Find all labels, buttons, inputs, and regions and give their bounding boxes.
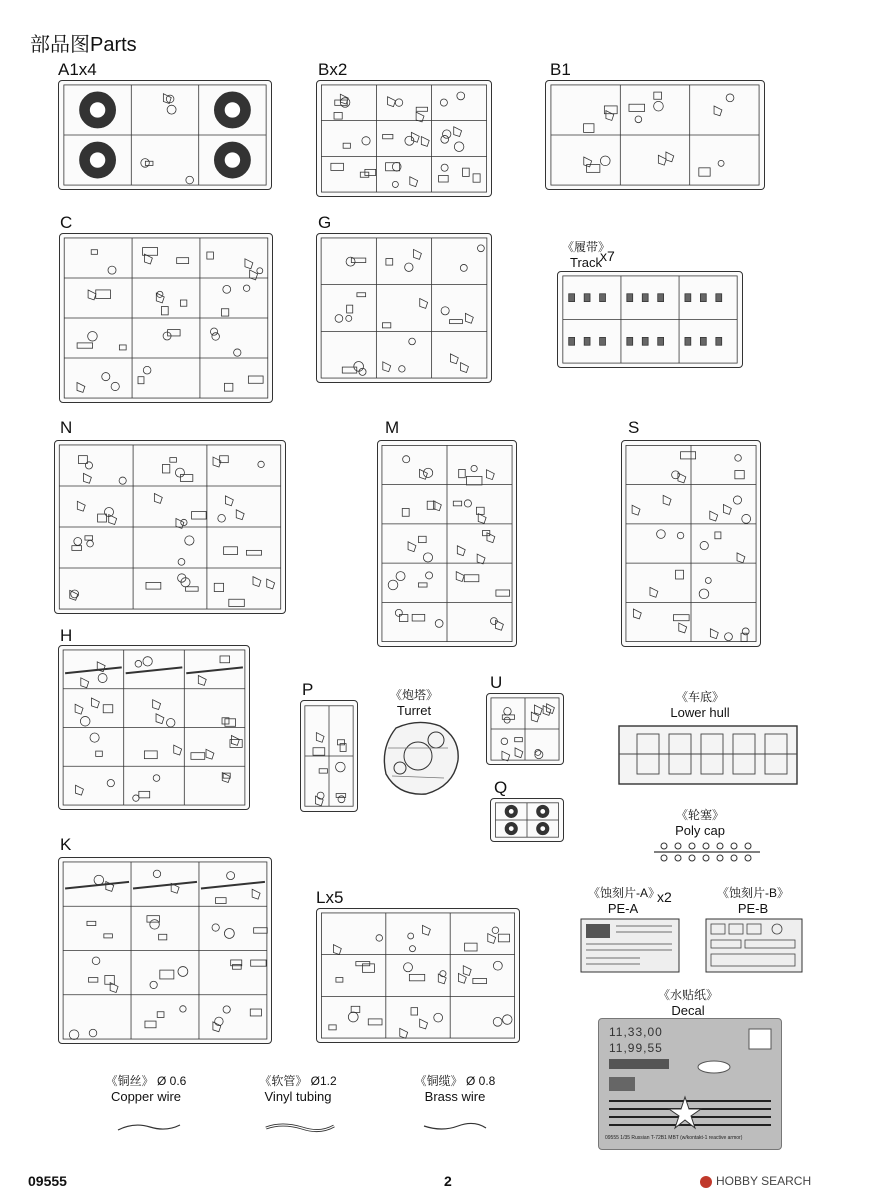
sprue-p-drawing	[301, 701, 357, 811]
sprue-g-frame	[316, 233, 492, 383]
sprue-h-drawing	[59, 646, 249, 809]
pe-a-caption	[588, 886, 661, 916]
track-qty: x7	[600, 248, 615, 264]
brass-wire-en: Brass wire	[424, 1089, 486, 1104]
turret-caption	[374, 688, 454, 718]
sprue-label-s: S	[628, 418, 640, 437]
sprue-u-frame	[486, 693, 564, 765]
lower-hull-drawing	[617, 720, 800, 790]
vinyl-tubing-drawing	[262, 1120, 338, 1136]
vinyl-tubing-cn: 《软管》	[259, 1074, 308, 1088]
turret-drawing	[378, 718, 464, 798]
pe-a-drawing	[580, 918, 680, 973]
decal-caption	[648, 988, 728, 1018]
lower-hull-caption	[650, 690, 750, 720]
poly-cap-caption	[650, 808, 750, 838]
sprue-q-drawing	[491, 799, 563, 841]
pe-a-en: PE-A	[607, 901, 639, 916]
page-title-en: Parts	[90, 34, 137, 56]
decal-graphics	[599, 1019, 781, 1149]
sprue-g-drawing	[317, 234, 491, 382]
brass-wire-cn: 《铜缆》	[414, 1074, 463, 1088]
lower-hull-en: Lower hull	[670, 705, 730, 720]
sprue-b-drawing	[317, 81, 491, 196]
watermark-text: HOBBY SEARCH	[716, 1174, 812, 1188]
sprue-a1-drawing	[59, 81, 271, 189]
sprue-u-drawing	[487, 694, 563, 764]
sprue-s-drawing	[622, 441, 760, 646]
track-en: Track	[569, 255, 603, 270]
track-cn: 《履带》	[561, 240, 610, 254]
pe-a-qty: x2	[657, 889, 672, 905]
pe-b-en: PE-B	[737, 901, 769, 916]
sprue-b-frame	[316, 80, 492, 197]
pe-b-cn: 《蚀刻片-B》	[716, 886, 789, 900]
sprue-label-l: Lx5	[316, 888, 344, 907]
sprue-k-frame	[58, 857, 272, 1044]
sprue-l-frame	[316, 908, 520, 1043]
sprue-n-frame	[54, 440, 286, 614]
sprue-q-frame	[490, 798, 564, 842]
page-number: 2	[444, 1173, 452, 1189]
sprue-b1-frame	[545, 80, 765, 190]
decal-cn: 《水贴纸》	[657, 988, 718, 1002]
decal-row1: 11,33,00	[609, 1025, 663, 1039]
sprue-label-c: C	[60, 213, 73, 232]
sprue-m-drawing	[378, 441, 516, 646]
poly-cap-drawing	[652, 838, 762, 866]
decal-row2: 11,99,55	[609, 1041, 663, 1055]
vinyl-tubing-caption	[248, 1074, 348, 1104]
sprue-c-drawing	[60, 234, 272, 402]
pe-a-cn: 《蚀刻片-A》	[588, 886, 661, 900]
sprue-label-n: N	[60, 418, 73, 437]
poly-cap-en: Poly cap	[675, 823, 725, 838]
page-title	[30, 28, 137, 57]
sprue-p-frame	[300, 700, 358, 812]
sprue-label-g: G	[318, 213, 332, 232]
page-title-cn: 部品图	[30, 32, 90, 56]
vinyl-tubing-en: Vinyl tubing	[264, 1089, 332, 1104]
turret-cn: 《炮塔》	[389, 688, 438, 702]
pe-b-caption	[708, 886, 798, 916]
sprue-n-drawing	[55, 441, 285, 613]
sprue-label-b1: B1	[550, 60, 571, 79]
vinyl-tubing-size: Ø1.2	[310, 1074, 337, 1088]
copper-wire-caption	[96, 1074, 196, 1104]
sprue-track-drawing	[558, 272, 742, 367]
poly-cap-cn: 《轮塞》	[675, 808, 724, 822]
turret-en: Turret	[396, 703, 432, 718]
sprue-label-b: Bx2	[318, 60, 348, 79]
sprue-b1-drawing	[546, 81, 764, 189]
brass-wire-caption	[405, 1074, 505, 1104]
sprue-a1-frame	[58, 80, 272, 190]
sprue-label-m: M	[385, 418, 400, 437]
sprue-label-q: Q	[494, 778, 508, 797]
sprue-h-frame	[58, 645, 250, 810]
sprue-label-u: U	[490, 673, 503, 692]
sprue-l-drawing	[317, 909, 519, 1042]
sprue-label-p: P	[302, 680, 314, 699]
brass-wire-size: Ø 0.8	[466, 1074, 496, 1088]
brass-wire-drawing	[420, 1120, 490, 1134]
sprue-track-frame	[557, 271, 743, 368]
sprue-s-frame	[621, 440, 761, 647]
watermark	[700, 1174, 811, 1188]
decal-footer: 09555 1/35 Russian T-72B1 MBT (w/kontakt-1 reactive armor)	[605, 1135, 743, 1141]
watermark-logo-icon	[700, 1176, 712, 1188]
lower-hull-cn: 《车底》	[675, 690, 724, 704]
sprue-label-h: H	[60, 626, 73, 645]
sprue-c-frame	[59, 233, 273, 403]
copper-wire-drawing	[114, 1120, 184, 1134]
copper-wire-cn: 《铜丝》	[105, 1074, 154, 1088]
sprue-label-k: K	[60, 835, 72, 854]
copper-wire-en: Copper wire	[110, 1089, 182, 1104]
decal-sheet	[598, 1018, 782, 1150]
copper-wire-size: Ø 0.6	[157, 1074, 187, 1088]
decal-en: Decal	[671, 1003, 705, 1018]
sprue-m-frame	[377, 440, 517, 647]
sprue-label-a1: A1x4	[58, 60, 97, 79]
pe-b-drawing	[705, 918, 803, 973]
model-number: 09555	[28, 1173, 67, 1189]
sprue-k-drawing	[59, 858, 271, 1043]
